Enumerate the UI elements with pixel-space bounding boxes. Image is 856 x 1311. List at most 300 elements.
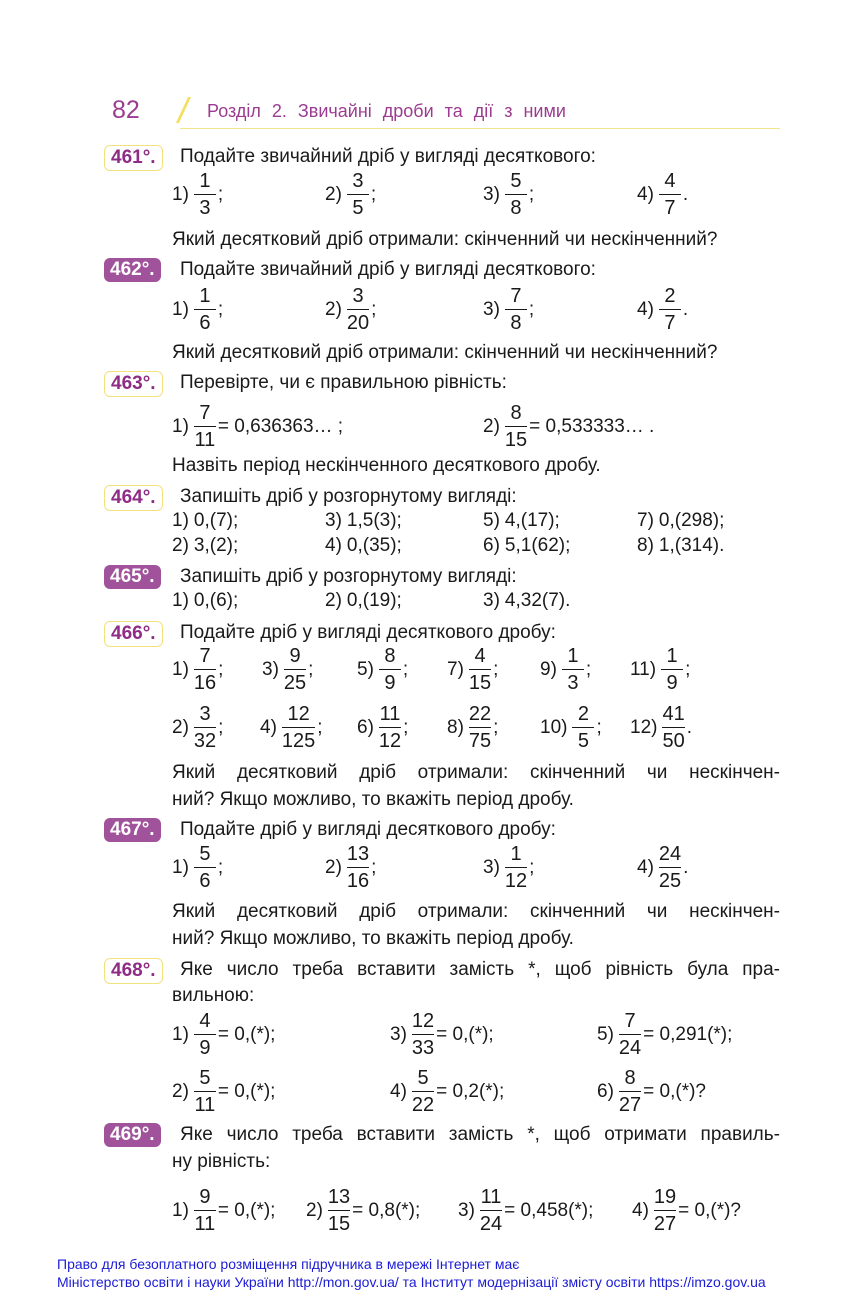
fraction-bar (194, 1210, 216, 1211)
numerator: 5 (199, 1067, 211, 1089)
fraction (619, 1067, 641, 1116)
numerator: 7 (624, 1010, 636, 1032)
exercise-number: 468°. (104, 958, 163, 984)
fraction-bar (654, 1210, 676, 1211)
item-label: 1) (172, 510, 189, 531)
fraction-bar (412, 1034, 434, 1035)
denominator: 11 (194, 429, 216, 452)
denominator: 6 (199, 312, 211, 335)
item-value: 4,32(7). (504, 590, 571, 611)
exercise-number: 469°. (104, 1123, 161, 1147)
fraction-bar (379, 669, 401, 670)
item-label: 5) (357, 658, 374, 680)
item-label: 4) (637, 856, 654, 878)
item-tail: = 0,(*)? (678, 1199, 741, 1221)
fraction (659, 285, 681, 334)
exercise-item (262, 645, 313, 694)
denominator: 50 (662, 730, 685, 753)
item-label: 5) (597, 1023, 614, 1045)
fraction-bar (282, 727, 315, 728)
item-label: 4) (325, 535, 342, 556)
numerator: 1 (510, 843, 522, 865)
exercise-item (458, 1186, 593, 1235)
item-value: 0,(7); (193, 510, 239, 531)
fraction (659, 843, 681, 892)
denominator: 25 (283, 672, 307, 695)
item-tail: = 0,(*); (217, 1199, 276, 1221)
fraction (347, 285, 369, 334)
item-label: 1) (172, 1199, 189, 1221)
fraction (347, 170, 369, 219)
item-tail: . (686, 716, 692, 738)
fraction-bar (505, 426, 527, 427)
item-tail: ; (402, 658, 409, 680)
denominator: 6 (199, 870, 211, 893)
exercise-item (172, 843, 223, 892)
item-tail: = 0,(*); (436, 1023, 494, 1045)
numerator: 4 (199, 1010, 211, 1032)
denominator: 27 (618, 1094, 642, 1117)
denominator: 9 (666, 672, 678, 695)
fraction (194, 843, 216, 892)
fraction (194, 645, 216, 694)
exercise-item (632, 1186, 741, 1235)
numerator: 5 (417, 1067, 429, 1089)
fraction (379, 645, 401, 694)
fraction-bar (469, 727, 491, 728)
item-tail: ; (371, 298, 377, 320)
item-label: 6) (597, 1080, 614, 1102)
exercise-item (637, 170, 688, 219)
numerator: 5 (199, 843, 211, 865)
item-tail: ; (371, 856, 377, 878)
fraction-bar (347, 867, 369, 868)
fraction (379, 703, 401, 752)
exercise-item (172, 170, 223, 219)
exercise-item (325, 170, 376, 219)
numerator: 2 (664, 285, 676, 307)
exercise-item (483, 170, 534, 219)
item-tail: = 0,(*)? (643, 1080, 706, 1102)
numerator: 8 (510, 402, 522, 424)
item-label: 8) (447, 716, 464, 738)
item-tail: ; (493, 658, 499, 680)
item-tail: ; (218, 658, 224, 680)
item-label: 3) (325, 510, 342, 531)
denominator: 9 (384, 672, 396, 695)
exercise-item (447, 645, 498, 694)
fraction-bar (505, 309, 527, 310)
exercise-task: Яке число треба вставити замість *, щоб рівність була пра- (180, 959, 780, 980)
numerator: 3 (199, 703, 211, 725)
exercise-task: Яке число треба вставити замість *, щоб отримати правиль- (180, 1124, 780, 1145)
exercise-item (447, 703, 498, 752)
item-tail: ; (528, 298, 535, 320)
item-tail: ; (403, 716, 409, 738)
exercise-item (172, 510, 238, 532)
exercise-item (325, 843, 376, 892)
item-label: 1) (172, 183, 189, 205)
fraction-bar (379, 727, 401, 728)
header-decoration (176, 97, 191, 123)
numerator: 1 (199, 170, 211, 192)
numerator: 7 (510, 285, 522, 307)
item-tail: ; (217, 298, 224, 320)
exercise-number: 467°. (104, 818, 161, 842)
item-tail: ; (529, 856, 535, 878)
item-value: 0,(298); (658, 510, 725, 531)
item-label: 4) (390, 1080, 407, 1102)
fraction-bar (194, 727, 216, 728)
exercise-item (172, 1067, 275, 1116)
exercise-item (172, 590, 238, 612)
item-label: 8) (637, 535, 654, 556)
fraction (661, 645, 683, 694)
fraction-bar (194, 867, 216, 868)
numerator: 24 (658, 843, 682, 865)
footer-line-1: Право для безоплатного розміщення підручника в мережі Інтернет має (57, 1256, 520, 1272)
exercise-item (306, 1186, 420, 1235)
denominator: 9 (199, 1037, 211, 1060)
denominator: 24 (618, 1037, 642, 1060)
fraction (194, 1186, 216, 1235)
item-label: 2) (483, 415, 500, 437)
numerator: 13 (346, 843, 370, 865)
exercise-number: 462°. (104, 258, 161, 282)
fraction (412, 1067, 434, 1116)
fraction-bar (619, 1034, 641, 1035)
exercise-number: 461°. (104, 145, 163, 171)
exercise-note: ний? Якщо можливо, то вкажіть період дробу. (172, 928, 574, 949)
numerator: 1 (567, 645, 579, 667)
exercise-item (172, 703, 223, 752)
numerator: 11 (480, 1186, 502, 1208)
item-tail: ; (493, 716, 499, 738)
numerator: 2 (577, 703, 590, 725)
header-divider (180, 128, 780, 129)
item-label: 3) (390, 1023, 407, 1045)
fraction (194, 1067, 216, 1116)
exercise-note: Який десятковий дріб отримали: скінченний чи нескінченний? (172, 342, 718, 363)
fraction (572, 703, 594, 752)
denominator: 8 (510, 312, 522, 335)
fraction-bar (505, 194, 527, 195)
numerator: 19 (653, 1186, 677, 1208)
denominator: 11 (194, 1213, 216, 1236)
fraction (412, 1010, 434, 1059)
denominator: 11 (194, 1094, 216, 1117)
numerator: 11 (379, 703, 401, 725)
item-value: 1,5(3); (346, 510, 402, 531)
numerator: 1 (199, 285, 211, 307)
item-label: 4) (637, 183, 654, 205)
denominator: 5 (352, 197, 364, 220)
denominator: 12 (504, 870, 528, 893)
exercise-note: Який десятковий дріб отримали: скінченний чи нескінчен- (172, 901, 780, 922)
item-tail: . (682, 298, 689, 320)
fraction (328, 1186, 350, 1235)
item-tail: = 0,291(*); (643, 1023, 733, 1045)
fraction (194, 1010, 216, 1059)
footer-line-2: Міністерство освіти і науки України http://mon.gov.ua/ та Інститут модернізації змісту освіти https://imzo.gov.ua (57, 1274, 766, 1290)
denominator: 8 (510, 197, 522, 220)
exercise-note: ний? Якщо можливо, то вкажіть період дробу. (172, 789, 574, 810)
exercise-item (540, 645, 591, 694)
fraction (469, 703, 491, 752)
exercise-item (597, 1010, 732, 1059)
exercise-item (325, 590, 402, 612)
item-tail: = 0,8(*); (352, 1199, 421, 1221)
fraction-bar (659, 867, 681, 868)
item-label: 1) (172, 658, 189, 680)
item-label: 2) (325, 183, 342, 205)
exercise-item (483, 510, 560, 532)
item-tail: = 0,458(*); (504, 1199, 594, 1221)
fraction (505, 285, 527, 334)
exercise-item (637, 285, 688, 334)
fraction (469, 645, 491, 694)
numerator: 4 (474, 645, 486, 667)
fraction-bar (194, 1091, 216, 1092)
exercise-number: 464°. (104, 485, 163, 511)
exercise-item (630, 703, 692, 752)
denominator: 16 (346, 870, 370, 893)
exercise-number: 465°. (104, 565, 161, 589)
fraction-bar (562, 669, 584, 670)
exercise-item (630, 645, 690, 694)
exercise-item (325, 510, 402, 532)
item-tail: = 0,533333… . (529, 415, 655, 437)
fraction-bar (469, 669, 491, 670)
exercise-task: Подайте звичайний дріб у вигляді десяткового: (180, 259, 596, 280)
exercise-item (172, 1186, 275, 1235)
item-tail: ; (217, 856, 224, 878)
fraction (659, 170, 681, 219)
item-tail: = 0,(*); (217, 1023, 276, 1045)
item-tail: ; (585, 658, 592, 680)
item-label: 5) (483, 510, 500, 531)
exercise-item (483, 535, 570, 557)
item-tail: = 0,(*); (217, 1080, 276, 1102)
item-label: 4) (632, 1199, 649, 1221)
item-label: 4) (637, 298, 654, 320)
item-label: 10) (540, 716, 568, 738)
fraction-bar (194, 309, 216, 310)
numerator: 12 (411, 1010, 435, 1032)
item-label: 1) (172, 415, 189, 437)
exercise-note: Назвіть період нескінченного десяткового дробу. (172, 455, 601, 476)
item-value: 3,(2); (193, 535, 239, 556)
fraction (505, 843, 527, 892)
item-label: 7) (447, 658, 464, 680)
fraction (347, 843, 369, 892)
numerator: 5 (510, 170, 522, 192)
exercise-item (483, 843, 534, 892)
fraction (194, 170, 216, 219)
exercise-task: Перевірте, чи є правильною рівність: (180, 372, 507, 393)
exercise-task: ну рівність: (172, 1151, 271, 1172)
fraction-bar (328, 1210, 350, 1211)
exercise-item (540, 703, 602, 752)
exercise-item (357, 703, 408, 752)
item-tail: ; (685, 658, 691, 680)
numerator: 7 (199, 402, 211, 424)
fraction (619, 1010, 641, 1059)
fraction-bar (659, 194, 681, 195)
exercise-item (597, 1067, 706, 1116)
fraction (284, 645, 306, 694)
exercise-item (260, 703, 323, 752)
item-label: 9) (540, 658, 557, 680)
item-label: 2) (325, 298, 342, 320)
fraction (282, 703, 315, 752)
exercise-item (637, 843, 688, 892)
denominator: 12 (378, 730, 402, 753)
page-number: 82 (112, 96, 140, 124)
denominator: 3 (567, 672, 579, 695)
exercise-task: Подайте дріб у вигляді десяткового дробу: (180, 819, 556, 840)
exercise-item (172, 402, 343, 451)
denominator: 25 (658, 870, 682, 893)
fraction (505, 170, 527, 219)
exercise-number: 466°. (104, 621, 163, 647)
fraction-bar (412, 1091, 434, 1092)
exercise-item (357, 645, 408, 694)
exercise-item (172, 645, 223, 694)
denominator: 32 (193, 730, 217, 753)
item-label: 3) (483, 856, 500, 878)
denominator: 125 (281, 730, 316, 753)
denominator: 7 (664, 197, 676, 220)
exercise-note: Який десятковий дріб отримали: скінченний чи нескінчен- (172, 762, 780, 783)
item-label: 3) (483, 590, 500, 611)
exercise-item (637, 535, 724, 557)
exercise-item (637, 510, 724, 532)
denominator: 27 (653, 1213, 677, 1236)
item-tail: . (682, 183, 689, 205)
fraction-bar (505, 867, 527, 868)
exercise-item (172, 535, 238, 557)
numerator: 8 (384, 645, 396, 667)
denominator: 22 (411, 1094, 435, 1117)
item-tail: ; (528, 183, 535, 205)
numerator: 41 (662, 703, 685, 725)
exercise-item (172, 285, 223, 334)
fraction-bar (659, 309, 681, 310)
denominator: 16 (193, 672, 217, 695)
fraction-bar (480, 1210, 502, 1211)
fraction (654, 1186, 676, 1235)
denominator: 5 (577, 730, 590, 753)
item-label: 2) (172, 716, 189, 738)
exercise-item (325, 285, 376, 334)
chapter-title: Розділ 2. Звичайні дроби та дії з ними (207, 101, 566, 121)
denominator: 15 (468, 672, 492, 695)
fraction (505, 402, 527, 451)
exercise-item (483, 590, 570, 612)
numerator: 12 (287, 703, 310, 725)
exercise-item (483, 285, 534, 334)
exercise-note: Який десятковий дріб отримали: скінченний чи нескінченний? (172, 229, 718, 250)
fraction-bar (347, 309, 369, 310)
denominator: 7 (664, 312, 676, 335)
item-label: 2) (325, 856, 342, 878)
item-label: 2) (325, 590, 342, 611)
numerator: 3 (352, 170, 364, 192)
denominator: 15 (327, 1213, 351, 1236)
exercise-item (483, 402, 654, 451)
item-label: 3) (262, 658, 279, 680)
item-label: 2) (306, 1199, 323, 1221)
denominator: 24 (479, 1213, 503, 1236)
item-label: 12) (630, 716, 658, 738)
item-label: 11) (630, 658, 657, 680)
fraction-bar (194, 426, 216, 427)
exercise-item (390, 1010, 494, 1059)
fraction-bar (662, 727, 684, 728)
item-label: 2) (172, 1080, 189, 1102)
fraction (662, 703, 684, 752)
item-value: 4,(17); (504, 510, 560, 531)
exercise-task: Запишіть дріб у розгорнутому вигляді: (180, 566, 517, 587)
fraction-bar (194, 194, 216, 195)
fraction-bar (284, 669, 306, 670)
item-value: 5,1(62); (504, 535, 571, 556)
numerator: 4 (664, 170, 676, 192)
item-label: 3) (458, 1199, 475, 1221)
item-tail: ; (370, 183, 377, 205)
numerator: 9 (289, 645, 301, 667)
item-label: 6) (483, 535, 500, 556)
exercise-task: вильною: (172, 985, 255, 1006)
exercise-item (172, 1010, 275, 1059)
numerator: 8 (624, 1067, 636, 1089)
item-value: 0,(35); (346, 535, 402, 556)
numerator: 9 (199, 1186, 211, 1208)
fraction (194, 285, 216, 334)
item-tail: ; (317, 716, 323, 738)
item-value: 0,(19); (346, 590, 402, 611)
numerator: 7 (199, 645, 211, 667)
item-label: 4) (260, 716, 277, 738)
denominator: 15 (504, 429, 528, 452)
fraction-bar (619, 1091, 641, 1092)
fraction-bar (347, 194, 369, 195)
item-tail: ; (596, 716, 602, 738)
fraction-bar (572, 727, 594, 728)
item-label: 1) (172, 590, 189, 611)
item-label: 3) (483, 298, 500, 320)
fraction-bar (194, 669, 216, 670)
denominator: 20 (346, 312, 370, 335)
item-tail: ; (217, 183, 224, 205)
item-label: 1) (172, 856, 189, 878)
fraction (562, 645, 584, 694)
denominator: 33 (411, 1037, 435, 1060)
item-label: 1) (172, 1023, 189, 1045)
item-label: 6) (357, 716, 374, 738)
exercise-task: Подайте звичайний дріб у вигляді десяткового: (180, 146, 596, 167)
item-label: 2) (172, 535, 189, 556)
fraction-bar (661, 669, 683, 670)
exercise-task: Запишіть дріб у розгорнутому вигляді: (180, 486, 517, 507)
exercise-item (390, 1067, 504, 1116)
fraction (194, 703, 216, 752)
item-tail: ; (218, 716, 224, 738)
exercise-task: Подайте дріб у вигляді десяткового дробу: (180, 622, 556, 643)
numerator: 1 (666, 645, 678, 667)
fraction-bar (194, 1034, 216, 1035)
